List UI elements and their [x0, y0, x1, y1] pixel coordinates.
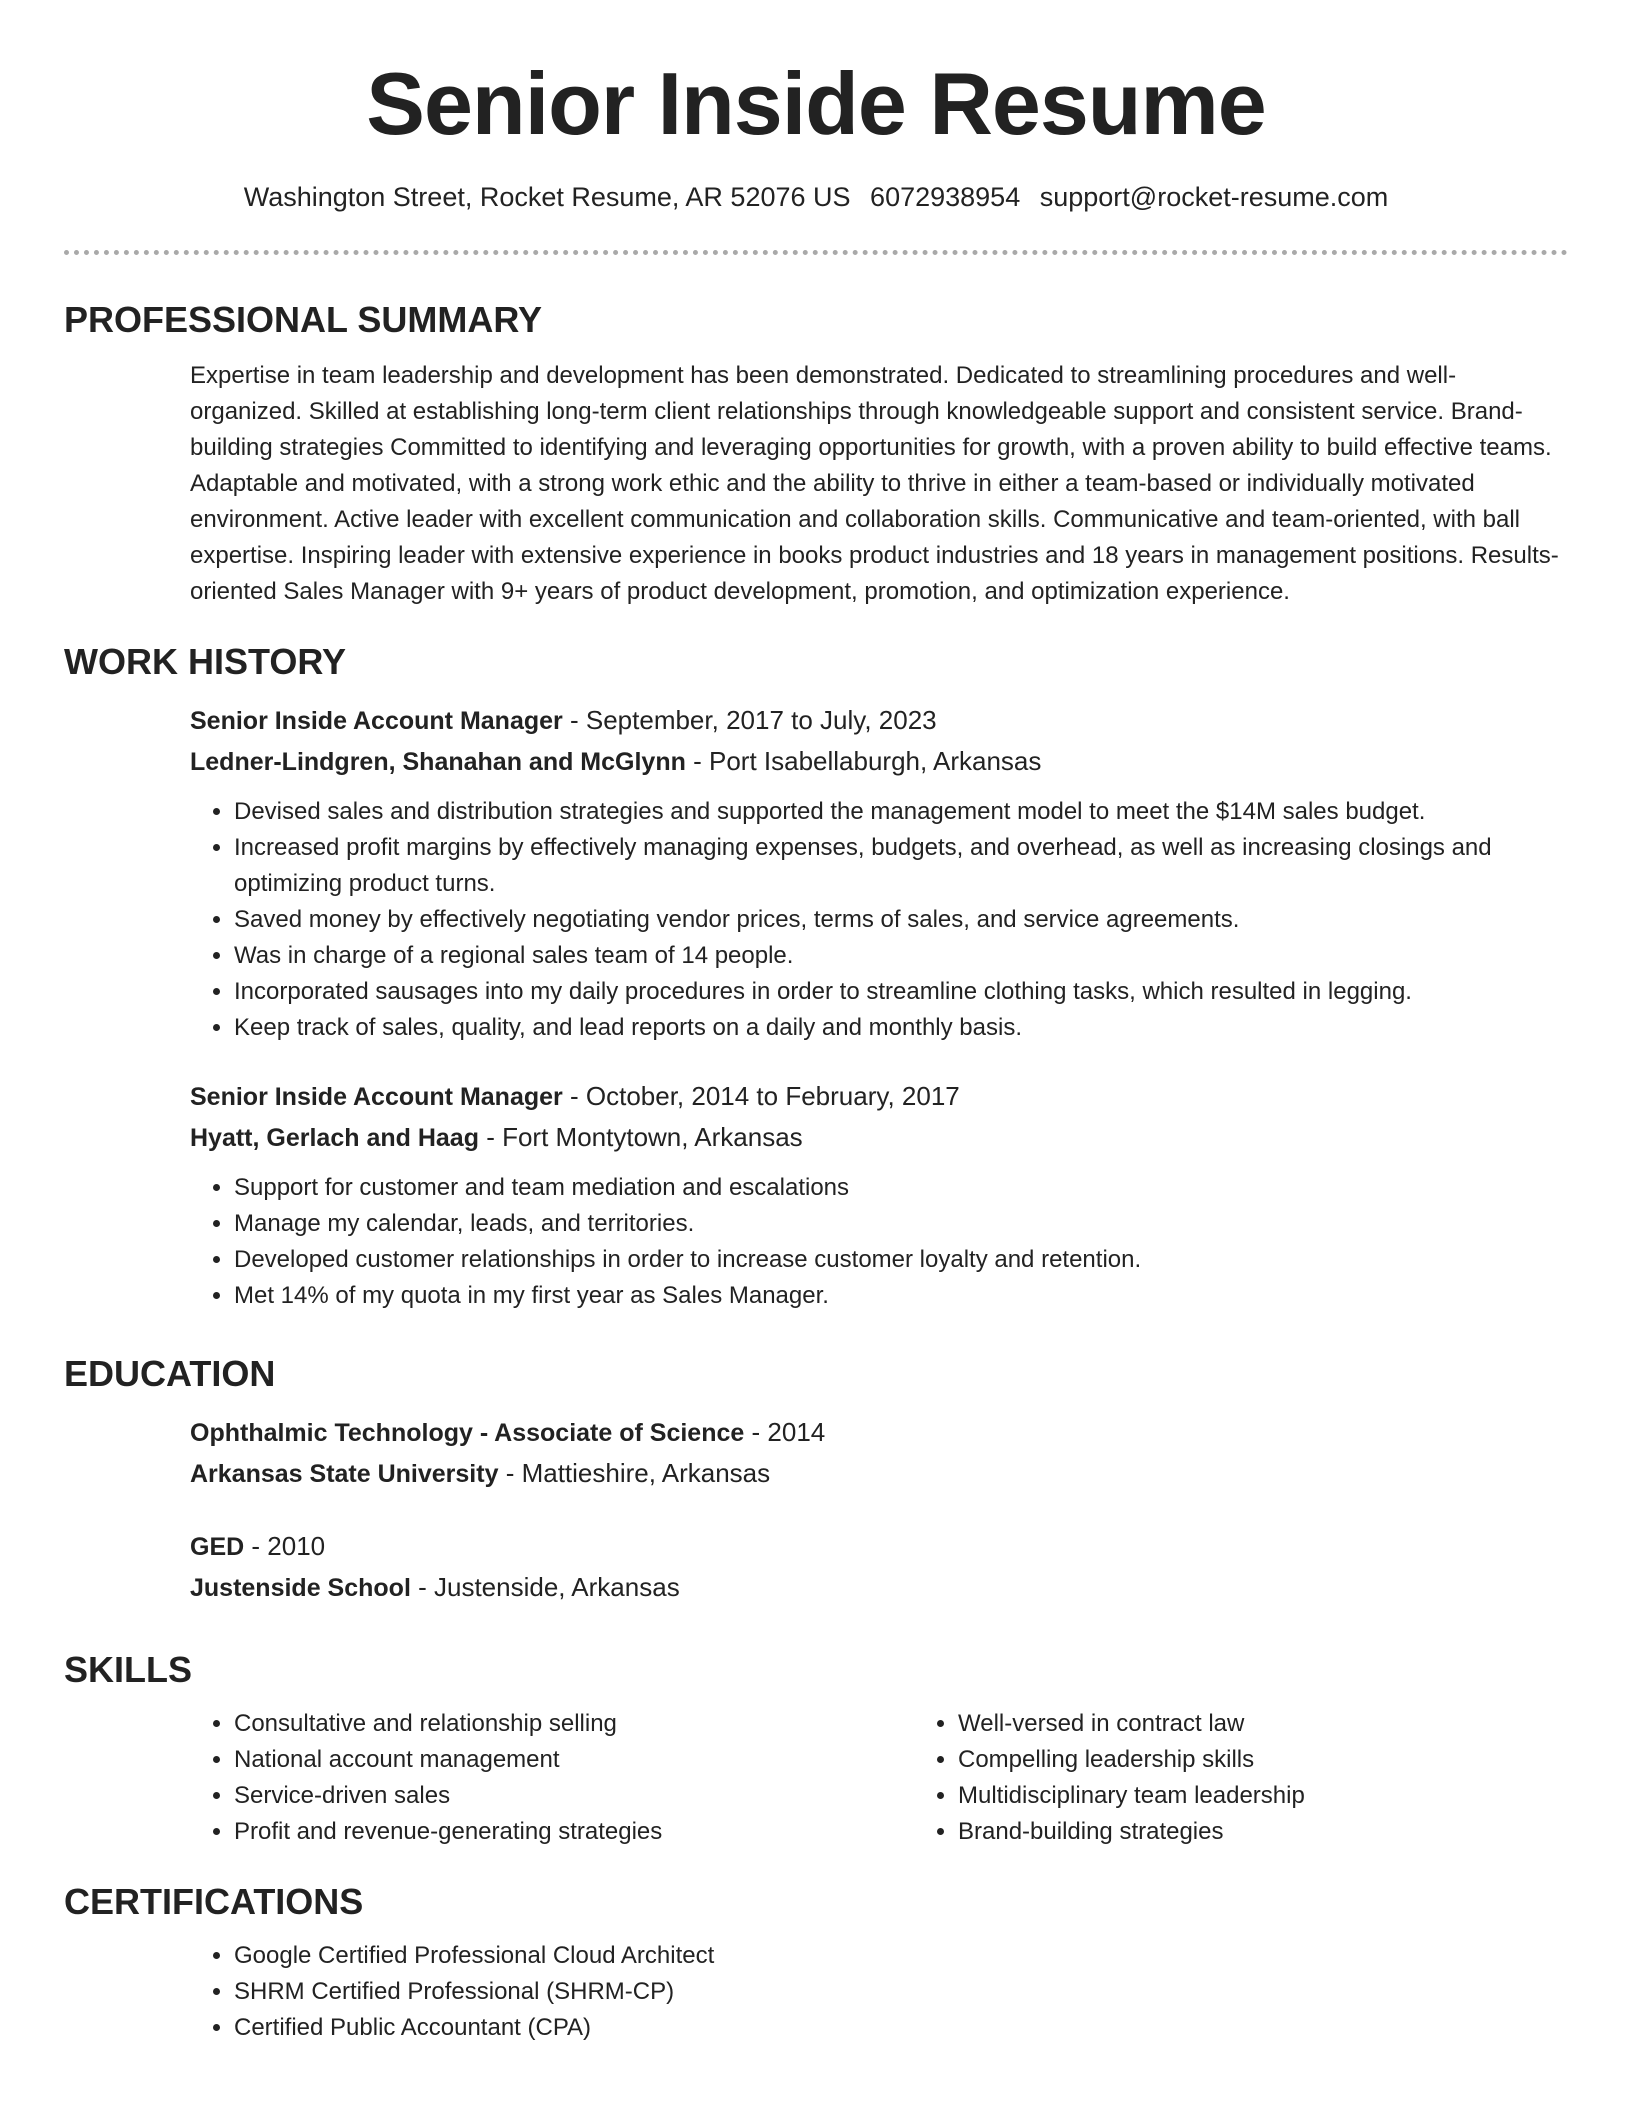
edu-degree-line: [190, 1412, 1568, 1453]
skill-item: • Compelling leadership skills: [958, 1742, 1632, 1778]
skills-list: [190, 1700, 1568, 1850]
job-bullets: [190, 1170, 1568, 1314]
contact-email: support@rocket-resume.com: [1039, 182, 1389, 212]
job-dates: - September, 2017 to July, 2023: [562, 705, 937, 735]
job-bullet: • Increased profit margins by effectively managing expenses, budgets, and overhead, as well as increasing closings and optimizing product turns.: [234, 830, 1568, 902]
skill-item: • National account management: [234, 1742, 914, 1778]
work-list: [190, 700, 1568, 1314]
summary-text: Expertise in team leadership and development has been demonstrated. Dedicated to streamlining procedures and well-organized. Skilled at establishing long-term client relationships through knowledgeable support and consistent service. Brand-building strategies Committed to identifying and leveraging opportunities for growth, with a proven ability to build effective teams. Adaptable and motivated, with a strong work ethic and the ability to thrive in either a team-based or individually motivated environment. Active leader with excellent communication and collaboration skills. Communicative and team-oriented, with ball expertise. Inspiring leader with extensive experience in books product industries and 18 years in management positions. Results-oriented Sales Manager with 9+ years of product development, promotion, and optimization experience.: [190, 362, 1559, 605]
edu-year: - 2014: [744, 1417, 826, 1447]
job-bullet: • Incorporated sausages into my daily procedures in order to streamline clothing tasks, which resulted in legging.: [234, 974, 1568, 1010]
job-bullet: • Met 14% of my quota in my first year as Sales Manager.: [234, 1278, 1568, 1314]
contact-address: Washington Street, Rocket Resume, AR 52076 US: [243, 182, 851, 212]
skills-heading: SKILLS: [64, 1649, 193, 1690]
job-title: Senior Inside Account Manager: [190, 707, 563, 735]
education-entry: [190, 1526, 1568, 1608]
skill-item: • Service-driven sales: [234, 1778, 914, 1814]
job-bullet: • Devised sales and distribution strategies and supported the management model to meet the $14M sales budget.: [234, 794, 1568, 830]
edu-school-line: [190, 1453, 1568, 1494]
edu-degree: GED: [190, 1533, 245, 1561]
edu-school: Justenside School: [190, 1574, 411, 1602]
skill-item: • Well-versed in contract law: [958, 1706, 1632, 1742]
job-company: Ledner-Lindgren, Shanahan and McGlynn: [190, 748, 686, 776]
job-bullet: • Developed customer relationships in order to increase customer loyalty and retention.: [234, 1242, 1568, 1278]
job-bullet: • Was in charge of a regional sales team of 14 people.: [234, 938, 1568, 974]
work-heading: WORK HISTORY: [64, 641, 347, 682]
job-title: Senior Inside Account Manager: [190, 1083, 563, 1111]
job-title-line: [190, 1076, 1568, 1117]
certifications-list: [190, 1938, 1568, 2046]
skills-column-right: [914, 1706, 1632, 1850]
job-entry: [190, 1076, 1568, 1314]
job-location: - Port Isabellaburgh, Arkansas: [685, 746, 1042, 776]
job-company: Hyatt, Gerlach and Haag: [190, 1124, 479, 1152]
header-divider: [64, 250, 1568, 255]
job-bullet: • Support for customer and team mediation and escalations: [234, 1170, 1568, 1206]
edu-degree: Ophthalmic Technology - Associate of Science: [190, 1419, 745, 1447]
edu-school-line: [190, 1567, 1568, 1608]
education-heading: EDUCATION: [64, 1353, 276, 1394]
skill-item: • Consultative and relationship selling: [234, 1706, 914, 1742]
certification-item: • Google Certified Professional Cloud Architect: [234, 1938, 1568, 1974]
job-location: - Fort Montytown, Arkansas: [478, 1122, 803, 1152]
job-bullets: [190, 794, 1568, 1046]
edu-location: - Justenside, Arkansas: [410, 1572, 680, 1602]
skills-column-left: [190, 1706, 914, 1850]
skill-item: • Profit and revenue-generating strategies: [234, 1814, 914, 1850]
edu-year: - 2010: [244, 1531, 326, 1561]
education-entry: [190, 1412, 1568, 1494]
job-bullet: • Saved money by effectively negotiating vendor prices, terms of sales, and service agreements.: [234, 902, 1568, 938]
certifications-items: [190, 1938, 1568, 2046]
certification-item: • Certified Public Accountant (CPA): [234, 2010, 1568, 2046]
job-dates: - October, 2014 to February, 2017: [562, 1081, 960, 1111]
job-entry: [190, 700, 1568, 1046]
edu-degree-line: [190, 1526, 1568, 1567]
contact-phone: 6072938954: [870, 182, 1021, 212]
job-title-line: [190, 700, 1568, 741]
edu-location: - Mattieshire, Arkansas: [498, 1458, 771, 1488]
skill-item: • Brand-building strategies: [958, 1814, 1632, 1850]
summary-heading: PROFESSIONAL SUMMARY: [64, 299, 543, 340]
skill-item: • Multidisciplinary team leadership: [958, 1778, 1632, 1814]
education-list: [190, 1412, 1568, 1608]
job-bullet: • Manage my calendar, leads, and territories.: [234, 1206, 1568, 1242]
job-company-line: [190, 1117, 1568, 1158]
job-bullet: • Keep track of sales, quality, and lead reports on a daily and monthly basis.: [234, 1010, 1568, 1046]
edu-school: Arkansas State University: [190, 1460, 499, 1488]
certification-item: • SHRM Certified Professional (SHRM-CP): [234, 1974, 1568, 2010]
certifications-heading: CERTIFICATIONS: [64, 1881, 364, 1922]
resume-name: Senior Inside Resume: [366, 54, 1266, 153]
resume-content: [64, 290, 1568, 2046]
job-company-line: [190, 741, 1568, 782]
contact-line: [64, 180, 1568, 214]
